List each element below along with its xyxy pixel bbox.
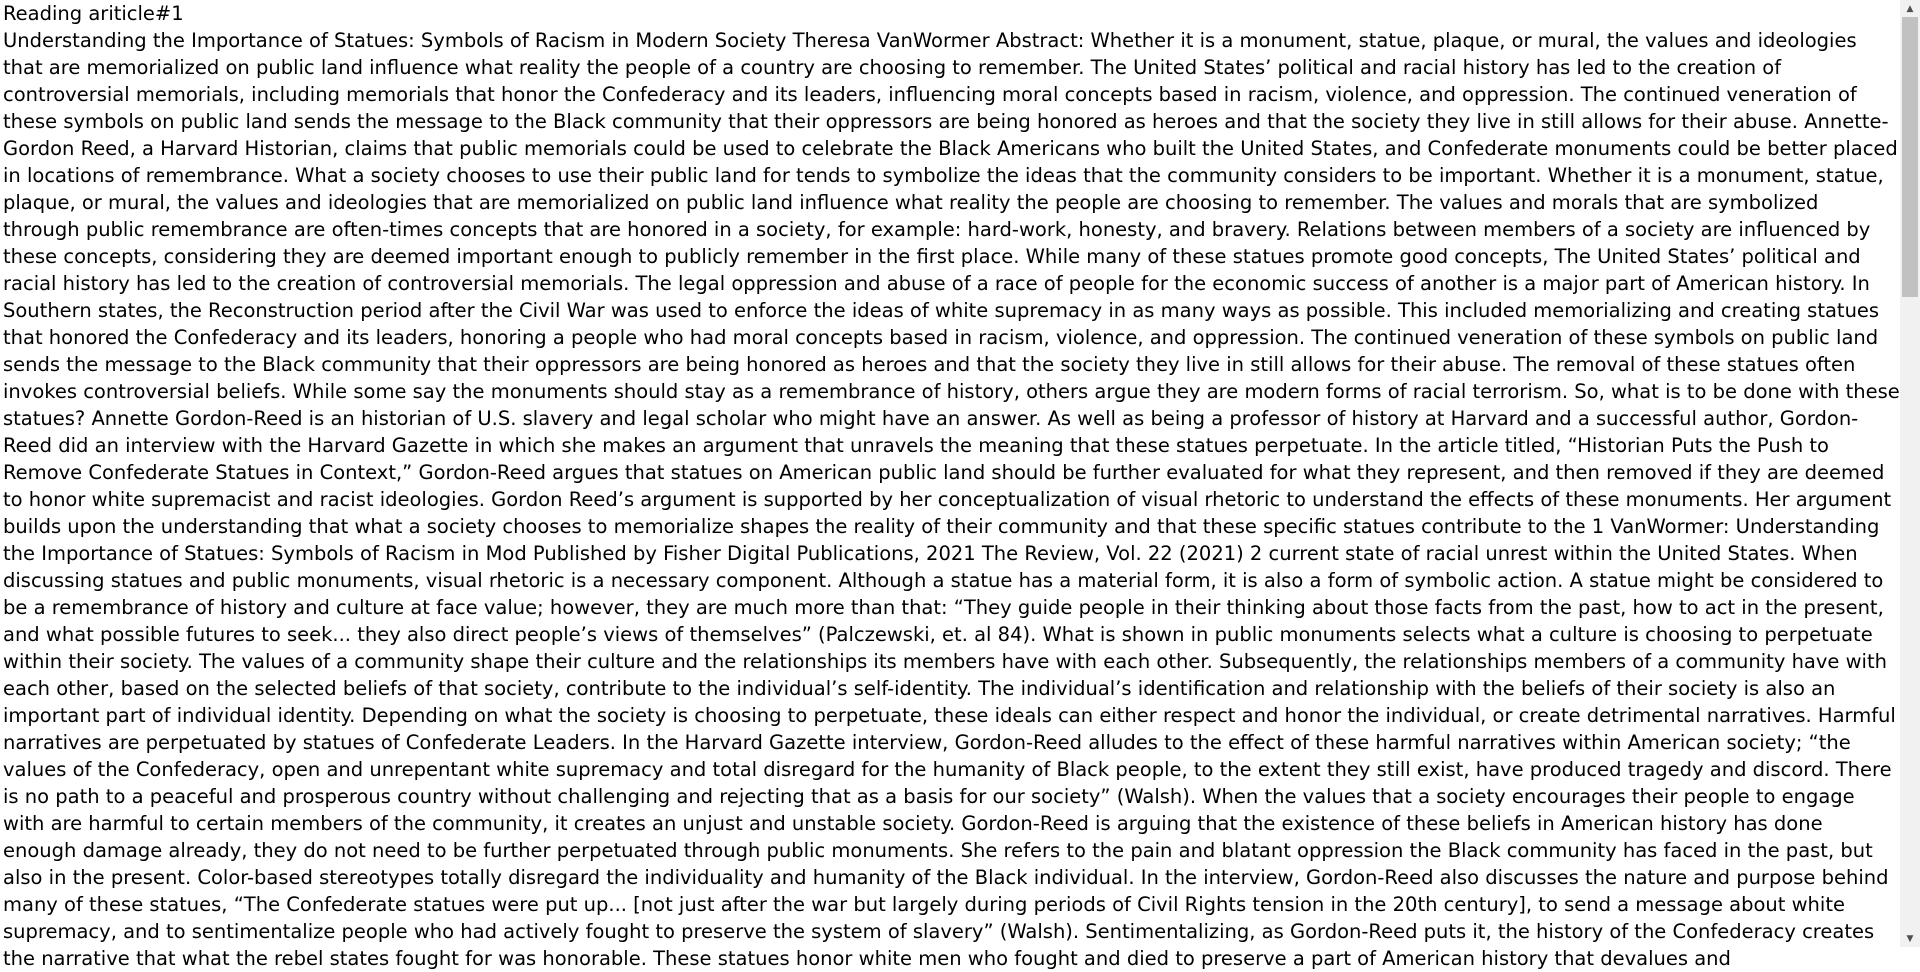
vertical-scrollbar[interactable]: [1900, 0, 1920, 947]
scroll-down-arrow-icon[interactable]: ▼: [1900, 930, 1920, 947]
scrollbar-thumb[interactable]: [1902, 17, 1918, 297]
scroll-up-arrow-icon[interactable]: ▲: [1900, 0, 1920, 17]
document-title: Reading ariticle#1: [3, 2, 184, 25]
document-paragraph: Understanding the Importance of Statues: Symbols of Racism in Modern Society Theresa VanWormer Abstract: Whether it is a monument, statue, plaque, or mural, the values and ideologies that are memorialized on public land influence what reality the people of a country are choosing to remember. The United States’ political and racial history has led to the creation of controversial memorials, including memorials that honor the Confederacy and its leaders, influencing moral concepts based in racism, violence, and oppression. The continued veneration of these symbols on public land sends the message to the Black community that their oppressors are being honored as heroes and that the society they live in still allows for their abuse. Annette-Gordon Reed, a Harvard Historian, claims that public memorials could be used to celebrate the Black Americans who built the United States, and Confederate monuments could be better placed in locations of remembrance. What a society chooses to use their public land for tends to symbolize the ideas that the community considers to be important. Whether it is a monument, statue, plaque, or mural, the values and ideologies that are memorialized on public land influence what reality the people are choosing to remember. The values and morals that are symbolized through public remembrance are often-times concepts that are honored in a society, for example: hard-work, honesty, and bravery. Relations between members of a society are influenced by these concepts, considering they are deemed important enough to publicly remember in the first place. While many of these statues promote good concepts, The United States’ political and racial history has led to the creation of controversial memorials. The legal oppression and abuse of a race of people for the economic success of another is a major part of American history. In Southern states, the Reconstruction period after the Civil War was used to enforce the ideas of white supremacy in as many ways as possible. This included memorializing and creating statues that honored the Confederacy and its leaders, honoring a people who had moral concepts based in racism, violence, and oppression. The continued veneration of these symbols on public land sends the message to the Black community that their oppressors are being honored as heroes and that the society they live in still allows for their abuse. The removal of these statues often invokes controversial beliefs. While some say the monuments should stay as a remembrance of history, others argue they are modern forms of racial terrorism. So, what is to be done with these statues? Annette Gordon-Reed is an historian of U.S. slavery and legal scholar who might have an answer. As well as being a professor of history at Harvard and a successful author, Gordon-Reed did an interview with the Harvard Gazette in which she makes an argument that unravels the meaning that these statues perpetuate. In the article titled, “Historian Puts the Push to Remove Confederate Statues in Context,” Gordon-Reed argues that statues on American public land should be further evaluated for what they represent, and then removed if they are deemed to honor white supremacist and racist ideologies. Gordon Reed’s argument is supported by her conceptualization of visual rhetoric to understand the effects of these monuments. Her argument builds upon the understanding that what a society chooses to memorialize shapes the reality of their community and that these specific statues contribute to the 1 VanWormer: Understanding the Importance of Statues: Symbols of Racism in Mod Published by Fisher Digital Publications, 2021 The Review, Vol. 22 (2021) 2 current state of racial unrest within the United States. When discussing statues and public monuments, visual rhetoric is a necessary component. Although a statue has a material form, it is also a form of symbolic action. A statue might be considered to be a remembrance of history and culture at face value; however, they are much more than that: “They guide people in their thinking about those facts from the past, how to act in the present, and what possible futures to seek... they also direct people’s views of themselves” (Palczewski, et. al 84). What is shown in public monuments selects what a culture is choosing to perpetuate within their society. The values of a community shape their culture and the relationships its members have with each other. Subsequently, the relationships members of a community have with each other, based on the selected beliefs of that society, contribute to the individual’s self-identity. The individual’s identification and relationship with the beliefs of their society is also an important part of individual identity. Depending on what the society is choosing to perpetuate, these ideals can either respect and honor the individual, or create detrimental narratives. Harmful narratives are perpetuated by statues of Confederate Leaders. In the Harvard Gazette interview, Gordon-Reed alludes to the effect of these harmful narratives within American society; “the values of the Confederacy, open and unrepentant white supremacy and total disregard for the humanity of Black people, to the extent they still exist, have produced tragedy and discord. There is no path to a peaceful and prosperous country without challenging and rejecting that as a basis for our society” (Walsh). When the values that a society encourages their people to engage with are harmful to certain members of the community, it creates an unjust and unstable society. Gordon-Reed is arguing that the existence of these beliefs in American history has done enough damage already, they do not need to be further perpetuated through public monuments. She refers to the pain and blatant oppression the Black community has faced in the past, but also in the present. Color-based stereotypes totally disregard the individuality and humanity of the Black individual. In the interview, Gordon-Reed also discusses the nature and purpose behind many of these statues, “The Confederate statues were put up... [not just after the war but largely during periods of Civil Rights tension in the 20th century], to send a message about white supremacy, and to sentimentalize people who had actively fought to preserve the system of slavery” (Walsh). Sentimentalizing, as Gordon-Reed puts it, the history of the Confederacy creates the narrative that what the rebel states fought for was honorable. These statues honor white men who fought and died to preserve a part of American history that devalues and: [3, 29, 1900, 970]
